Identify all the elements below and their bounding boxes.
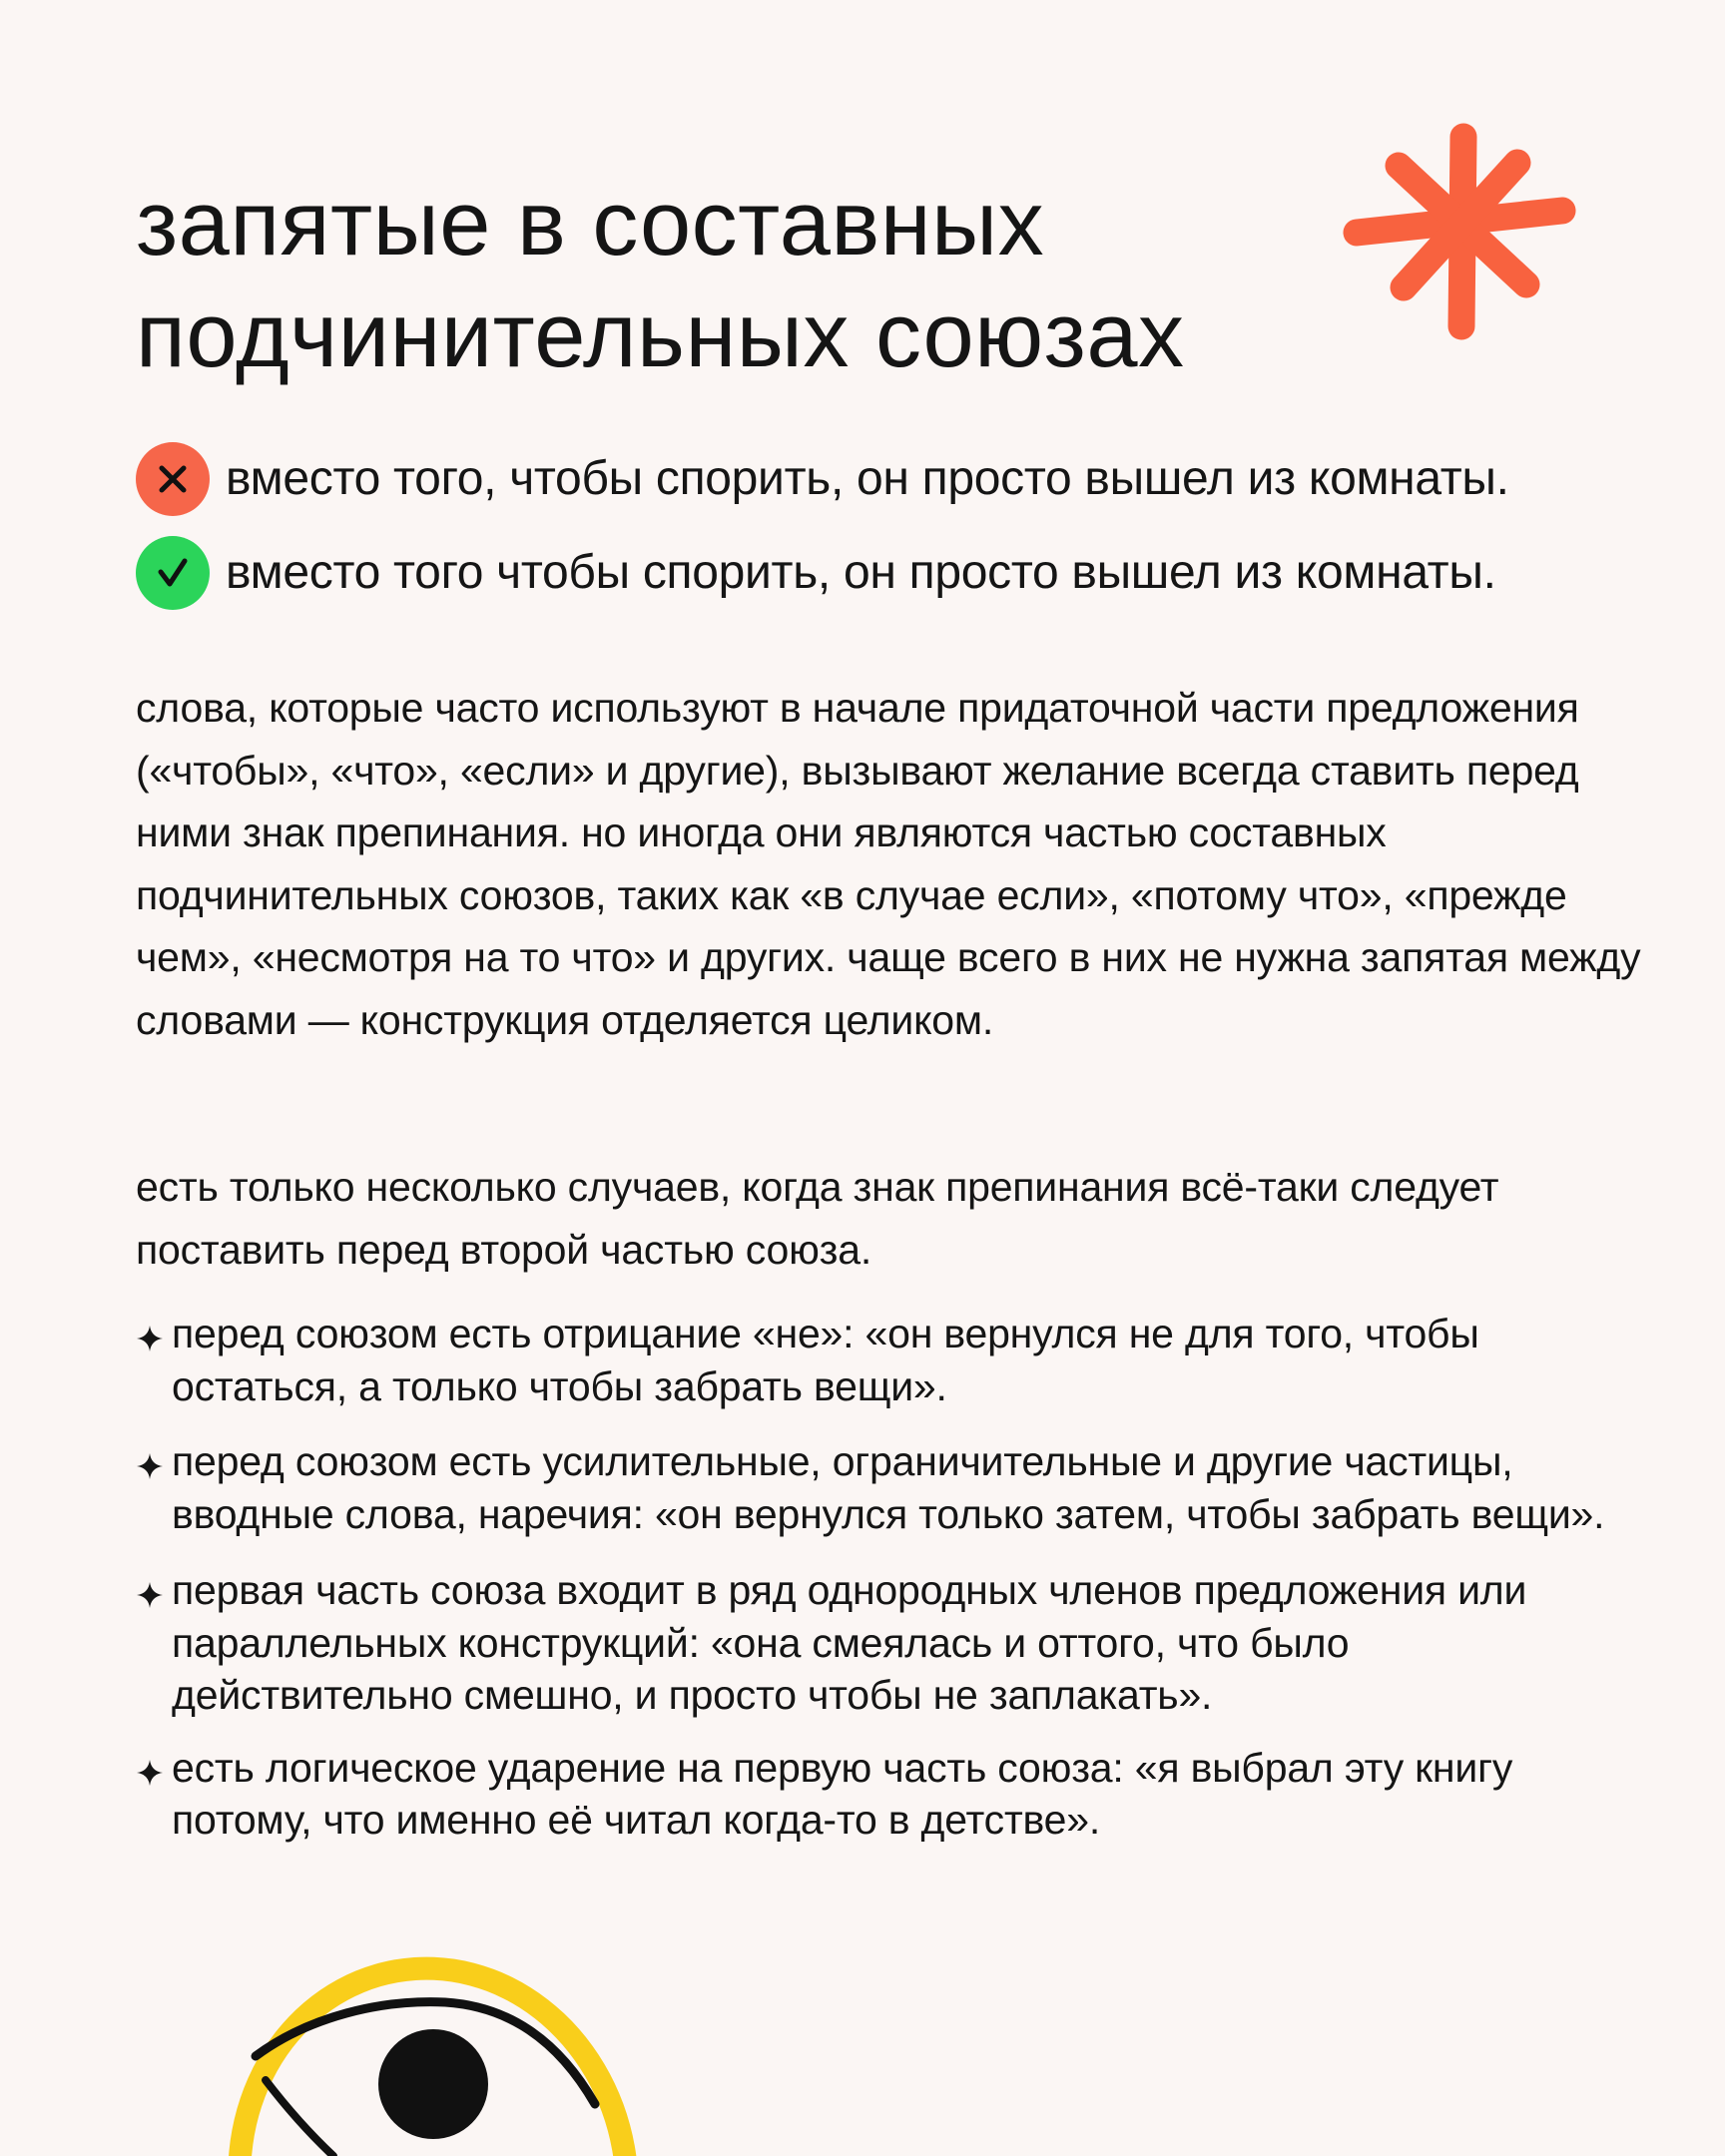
correct-example-text: вместо того чтобы спорить, он просто вышел из комнаты.	[226, 546, 1496, 599]
list-item-text: первая часть союза входит в ряд однородных членов предложения или параллельных конструкций: «она смеялась и оттого, что было действительно смешно, и просто чтобы не заплакать».	[172, 1567, 1527, 1718]
list-item	[136, 1435, 1633, 1540]
list-item	[136, 1742, 1633, 1847]
check-icon	[136, 536, 210, 610]
sparkle-icon	[136, 1325, 164, 1352]
list-item-text: есть логическое ударение на первую часть союза: «я выбрал эту книгу потому, что именно её читал когда-то в детстве».	[172, 1744, 1513, 1843]
list-item-text: перед союзом есть усилительные, ограничительные и другие частицы, вводные слова, наречия: «он вернулся только затем, чтобы забрать вещи».	[172, 1438, 1605, 1537]
incorrect-example	[136, 441, 1509, 517]
cross-icon	[136, 442, 210, 516]
exceptions-intro-paragraph: есть только несколько случаев, когда знак препинания всё-таки следует поставить перед второй частью союза.	[136, 1164, 1499, 1273]
eye-icon	[222, 1954, 641, 2156]
sparkle-icon	[136, 1452, 164, 1480]
page-title: запятые в составных подчинительных союзах	[136, 173, 1185, 386]
incorrect-example-text: вместо того, чтобы спорить, он просто вышел из комнаты.	[226, 452, 1509, 505]
sparkle-icon	[136, 1759, 164, 1787]
list-item	[136, 1308, 1633, 1412]
list-item	[136, 1564, 1633, 1722]
list-item-text: перед союзом есть отрицание «не»: «он вернулся не для того, чтобы остаться, а только чтобы забрать вещи».	[172, 1311, 1479, 1409]
explanation-paragraph: слова, которые часто используют в начале придаточной части предложения («чтобы», «что», «если» и другие), вызывают желание всегда ставить перед ними знак препинания. но иногда они являются частью составных подчинительных союзов, таких как «в случае если», «потому что», «прежде чем», «несмотря на то что» и других. чаще всего в них не нужна запятая между словами — конструкция отделяется целиком.	[136, 685, 1641, 1043]
exceptions-list	[136, 1308, 1633, 1870]
sparkle-icon	[136, 1581, 164, 1609]
correct-example	[136, 535, 1496, 611]
asterisk-icon	[1338, 120, 1583, 349]
